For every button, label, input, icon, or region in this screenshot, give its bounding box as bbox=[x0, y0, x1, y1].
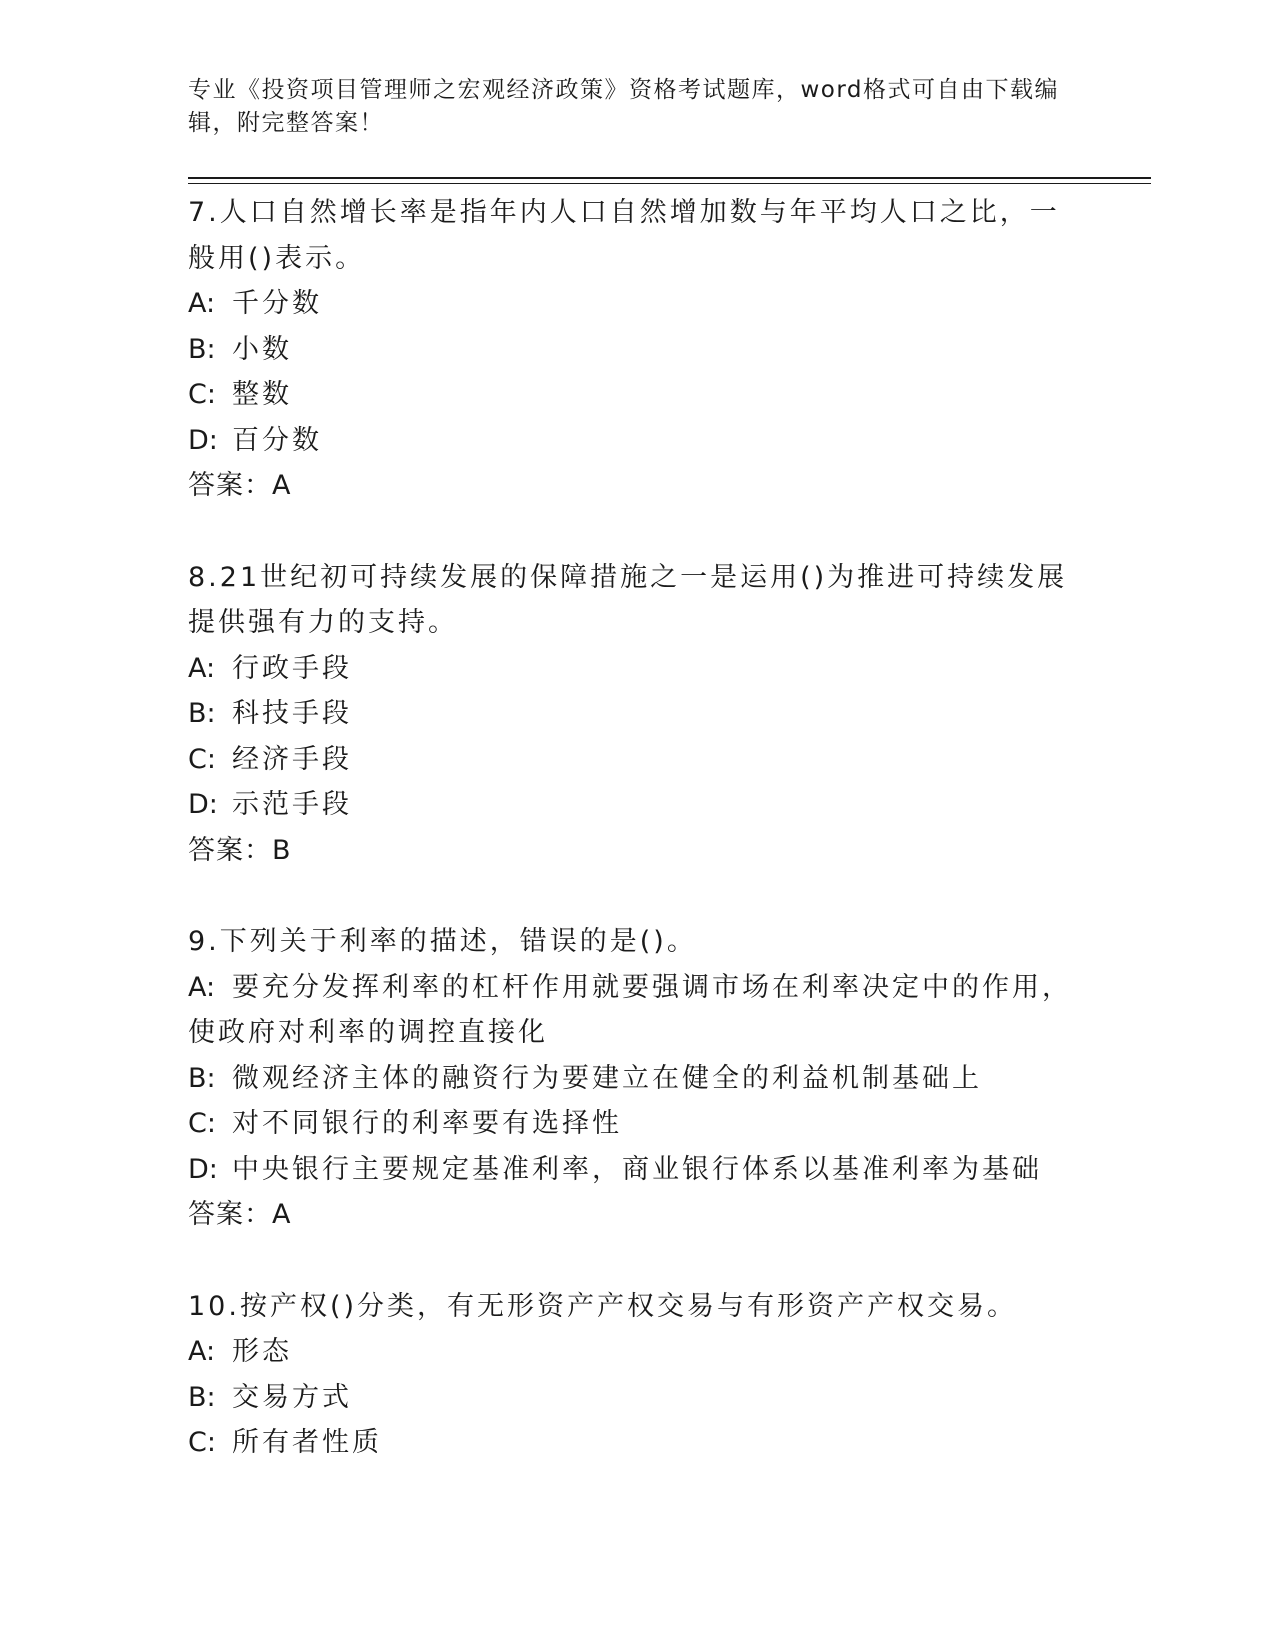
option-text: 所有者性质 bbox=[232, 1427, 382, 1458]
option-text: 微观经济主体的融资行为要建立在健全的利益机制基础上 bbox=[232, 1062, 982, 1094]
option-letter: C: bbox=[188, 743, 216, 775]
option-c bbox=[188, 1420, 1088, 1466]
question-stem: 7.人口自然增长率是指年内人口自然增加数与年平均人口之比，一般用()表示。 bbox=[188, 197, 1060, 274]
question-8 bbox=[188, 555, 1088, 874]
option-letter: B: bbox=[188, 333, 216, 365]
option-a bbox=[188, 965, 1088, 1056]
option-a bbox=[188, 281, 1088, 327]
option-letter: D: bbox=[188, 789, 218, 820]
option-text: 对不同银行的利率要有选择性 bbox=[232, 1108, 622, 1139]
option-text: 小数 bbox=[232, 333, 292, 365]
question-stem: 10.按产权()分类，有无形资产产权交易与有形资产产权交易。 bbox=[188, 1290, 1018, 1322]
option-letter: B: bbox=[188, 1062, 216, 1094]
option-text: 百分数 bbox=[232, 424, 322, 456]
answer-line: 答案：A bbox=[188, 470, 292, 501]
option-b bbox=[188, 1375, 1088, 1421]
document-header: 专业《投资项目管理师之宏观经济政策》资格考试题库，word格式可自由下载编辑，附完整答案！ bbox=[188, 77, 1060, 136]
option-text: 中央银行主要规定基准利率，商业银行体系以基准利率为基础 bbox=[232, 1153, 1042, 1185]
option-c bbox=[188, 372, 1088, 418]
option-letter: A: bbox=[188, 288, 216, 319]
header-divider-thin bbox=[188, 183, 1151, 184]
option-text: 整数 bbox=[232, 379, 292, 410]
header-divider-thick bbox=[188, 177, 1151, 179]
option-text: 科技手段 bbox=[232, 698, 352, 729]
option-letter: D: bbox=[188, 424, 218, 456]
question-stem: 8.21世纪初可持续发展的保障措施之一是运用()为推进可持续发展提供强有力的支持。 bbox=[188, 561, 1068, 638]
option-letter: A: bbox=[188, 652, 216, 684]
option-text: 要充分发挥利率的杠杆作用就要强调市场在利率决定中的作用，使政府对利率的调控直接化 bbox=[188, 971, 1072, 1048]
answer-line: 答案：A bbox=[188, 1199, 292, 1230]
option-a bbox=[188, 1329, 1088, 1375]
option-b bbox=[188, 327, 1088, 373]
option-letter: C: bbox=[188, 1108, 216, 1139]
option-d bbox=[188, 1147, 1088, 1193]
option-text: 示范手段 bbox=[232, 789, 352, 820]
option-c bbox=[188, 737, 1088, 783]
option-text: 交易方式 bbox=[232, 1381, 352, 1413]
answer-line: 答案：B bbox=[188, 834, 292, 866]
option-b bbox=[188, 691, 1088, 737]
option-letter: A: bbox=[188, 971, 216, 1003]
option-text: 经济手段 bbox=[232, 743, 352, 775]
option-a bbox=[188, 646, 1088, 692]
question-10 bbox=[188, 1284, 1088, 1466]
option-letter: B: bbox=[188, 698, 216, 729]
option-text: 行政手段 bbox=[232, 652, 352, 684]
option-letter: C: bbox=[188, 1427, 216, 1458]
option-letter: A: bbox=[188, 1336, 216, 1367]
option-text: 形态 bbox=[232, 1336, 292, 1367]
option-c bbox=[188, 1101, 1088, 1147]
question-7 bbox=[188, 190, 1088, 509]
option-d bbox=[188, 782, 1088, 828]
question-list bbox=[188, 190, 1088, 1512]
option-letter: C: bbox=[188, 379, 216, 410]
question-stem: 9.下列关于利率的描述，错误的是()。 bbox=[188, 926, 697, 957]
option-d bbox=[188, 418, 1088, 464]
option-letter: B: bbox=[188, 1381, 216, 1413]
question-9 bbox=[188, 919, 1088, 1238]
option-letter: D: bbox=[188, 1153, 218, 1185]
option-text: 千分数 bbox=[232, 288, 322, 319]
option-b bbox=[188, 1056, 1088, 1102]
